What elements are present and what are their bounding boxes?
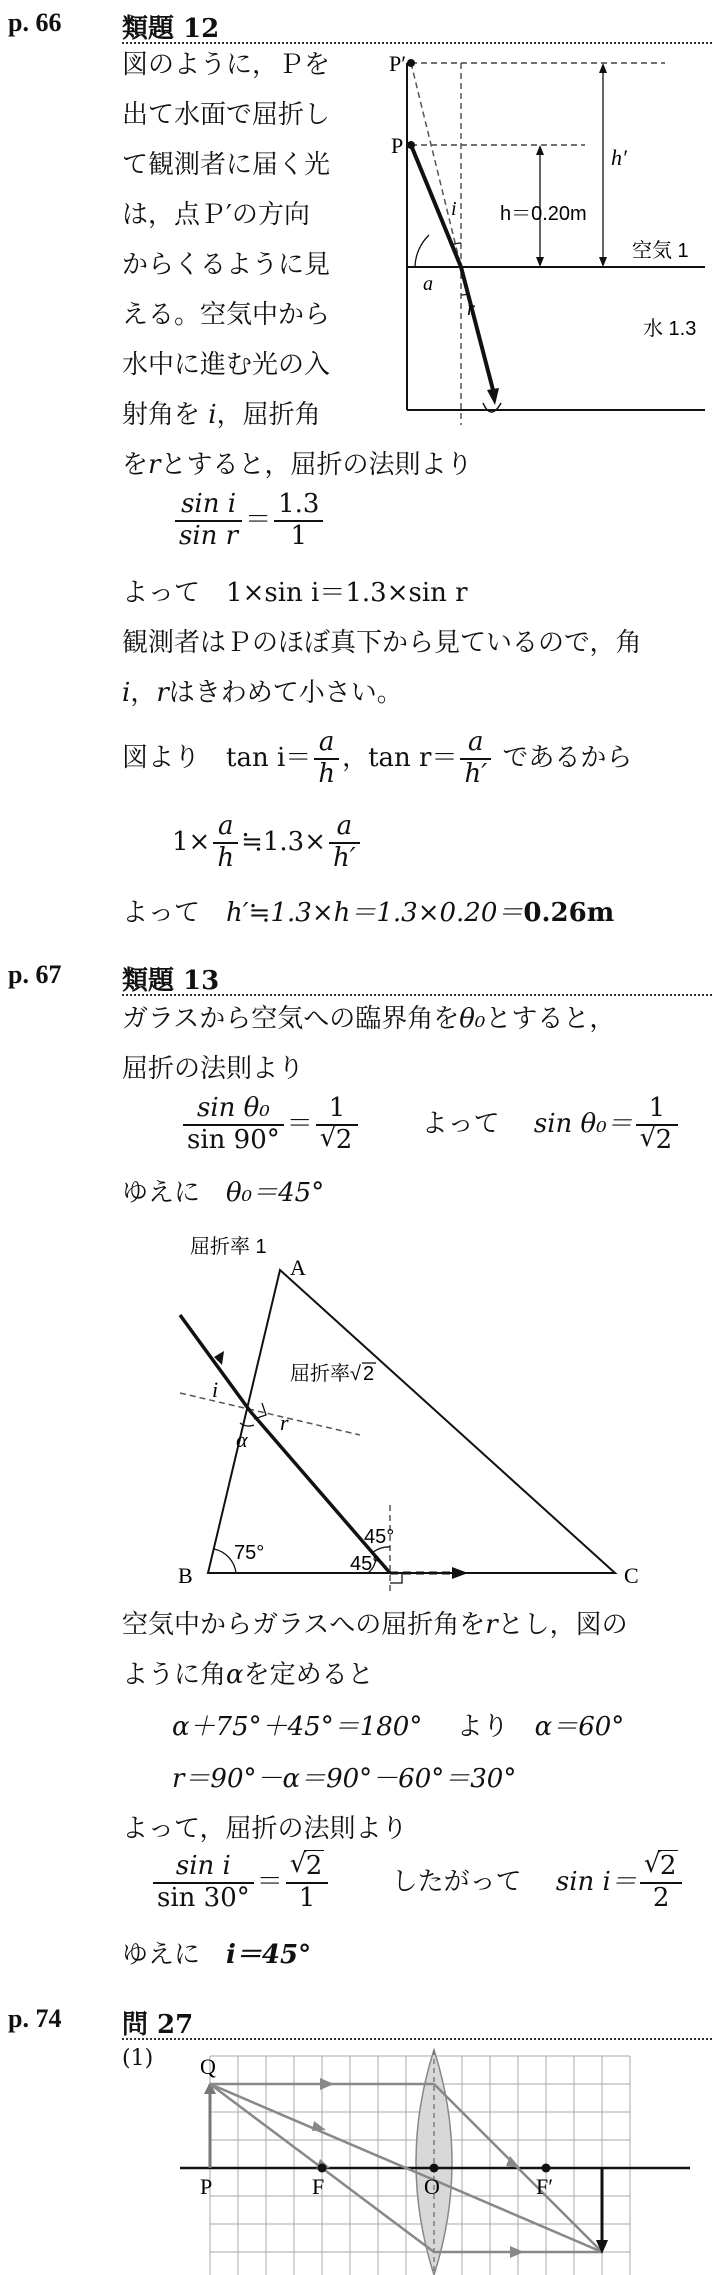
eq-approx: 1× $\frac{a}{h}$ ≒1.3× $\frac{a}{h'}$ (172, 812, 363, 874)
label-n1: 屈折率 1 (190, 1236, 267, 1258)
eq-snell-30: $\frac{\text{sin i}}{\sin 30^\circ}$ ＝ √ $\frac{2}{1}$ したがって sin i＝ √ $\frac{2}{2}$ (150, 1852, 685, 1914)
fraction: √ $\frac{2}{1}$ (286, 1852, 329, 1914)
label-45-bottom: 45° (350, 1553, 381, 1575)
divider (122, 42, 712, 44)
fraction: $\frac{\text{sin i}}{\text{sin r}}$ (175, 490, 242, 552)
label-F: F (312, 2174, 325, 2199)
text-line: からくるように見 (122, 250, 331, 280)
label-75: 75° (234, 1542, 265, 1564)
label-n-glass: 屈折率 (290, 1363, 350, 1385)
text-line: 屈折の法則より (122, 1054, 305, 1084)
prism-figure (150, 1225, 670, 1595)
label-i: i (212, 1377, 219, 1402)
text-line: 観測者はＰのほぼ真下から見ているので，角 (122, 628, 642, 658)
eq-snell-ratio: $\frac{\text{sin i}}{\text{sin r}}$ ＝ $\frac{1.3}{1}$ (172, 490, 326, 552)
label-air: 空気 1 (632, 240, 689, 262)
sym-i: i (208, 400, 217, 430)
fraction: $\frac{a}{h'}$ (460, 728, 491, 790)
label-O: O (424, 2174, 440, 2199)
answer: i＝45° (226, 1940, 312, 1970)
eq-2: 1×sin i＝1.3×sin r (226, 578, 468, 608)
text-seg: ，屈折角 (216, 400, 321, 430)
text-line: 出て水面で屈折し (122, 100, 331, 130)
fraction: $\frac{a}{h'}$ (329, 812, 360, 874)
eq-4: r＝90°－α＝90°－60°＝30° (172, 1764, 517, 1794)
fraction: 1 √ 2 (636, 1094, 679, 1156)
text-line (122, 400, 321, 431)
text-line: ゆえに θ₀＝45° (122, 1178, 325, 1208)
text-line: 図のように，Ｐを (122, 50, 331, 80)
lens-figure (170, 2044, 710, 2275)
label-r: r (467, 298, 475, 320)
refraction-figure-water (389, 45, 715, 425)
fraction: $\frac{a}{h}$ (314, 728, 339, 790)
text-seg: とすると，屈折の法則より (160, 450, 473, 480)
label-B: B (178, 1563, 193, 1588)
label-P-prime: P′ (389, 51, 407, 76)
text-seg: 射角を (122, 400, 201, 430)
sub-label: (1) (122, 2046, 154, 2071)
sym-r: r (148, 450, 161, 480)
text-line: える。空気中から (122, 300, 331, 330)
label-water: 水 1.3 (643, 318, 697, 340)
text-line: ガラスから空気への臨界角をθ₀とすると， (122, 1004, 616, 1034)
fraction: √ $\frac{2}{2}$ (640, 1852, 683, 1914)
label-P: P (200, 2174, 213, 2199)
page-ref-66: p. 66 (8, 8, 62, 37)
text-line (122, 450, 472, 481)
label-h-prime: h′ (611, 145, 627, 170)
text-line: i，rはきわめて小さい。 (122, 678, 403, 708)
label-Q: Q (200, 2054, 216, 2079)
label-alpha: α (236, 1427, 248, 1452)
section-title-13: 類題 13 (122, 966, 220, 996)
label-F-prime: F′ (536, 2174, 554, 2199)
text-line: 空気中からガラスへの屈折角をrとし，図の (122, 1610, 628, 1640)
final-answer-66: よって h′≒1.3×h＝1.3×0.20＝0.26m (122, 898, 615, 928)
fraction: 1 √ 2 (316, 1094, 359, 1156)
divider (122, 994, 712, 996)
label-P: P (391, 133, 404, 158)
label-h: h＝0.20m (500, 203, 587, 225)
eq-3: α＋75°＋45°＝180° より α＝60° (172, 1712, 625, 1742)
text-seg: を (122, 450, 149, 480)
label-i: i (451, 198, 457, 220)
page-ref-74: p. 74 (8, 2004, 62, 2033)
section-title-27: 問 27 (122, 2010, 194, 2040)
label-a: a (423, 273, 433, 295)
label-n-glass-val: 2 (363, 1363, 375, 1385)
section-title-12: 類題 12 (122, 14, 220, 44)
fraction: $\frac{1.3}{1}$ (274, 490, 323, 552)
label-45-top: 45° (364, 1526, 395, 1548)
label-A: A (290, 1255, 306, 1280)
text-line: は，点Ｐ′の方向 (122, 200, 310, 230)
label-r: r (280, 1410, 289, 1435)
final-answer-67: ゆえに i＝45° (122, 1940, 312, 1970)
text-line: て観測者に届く光 (122, 150, 331, 180)
label-sqrt-sign: √ (350, 1363, 361, 1385)
eq-critical: $\frac{\text{sin θ₀}}{\sin 90^\circ}$ ＝ 1 √ 2 よって sin θ₀＝ 1 √ 2 (180, 1094, 681, 1156)
eq-tan: 図より tan i＝ $\frac{a}{h}$ ，tan r＝ $\frac{a}{h'}$ であるから (122, 727, 633, 789)
fraction: $\frac{a}{h}$ (213, 812, 238, 874)
fraction: $\frac{\text{sin i}}{\sin 30^\circ}$ (153, 1852, 254, 1914)
label-C: C (624, 1563, 639, 1588)
divider (122, 2038, 712, 2040)
answer: 0.26m (523, 898, 615, 928)
text-line: 水中に進む光の入 (122, 350, 331, 380)
fraction: $\frac{\text{sin θ₀}}{\sin 90^\circ}$ (183, 1094, 284, 1156)
text-line: ように角αを定めると (122, 1660, 374, 1690)
page-ref-67: p. 67 (8, 960, 62, 989)
text-line: よって，屈折の法則より (122, 1814, 408, 1844)
text-line: よって 1×sin i＝1.3×sin r (122, 578, 468, 608)
